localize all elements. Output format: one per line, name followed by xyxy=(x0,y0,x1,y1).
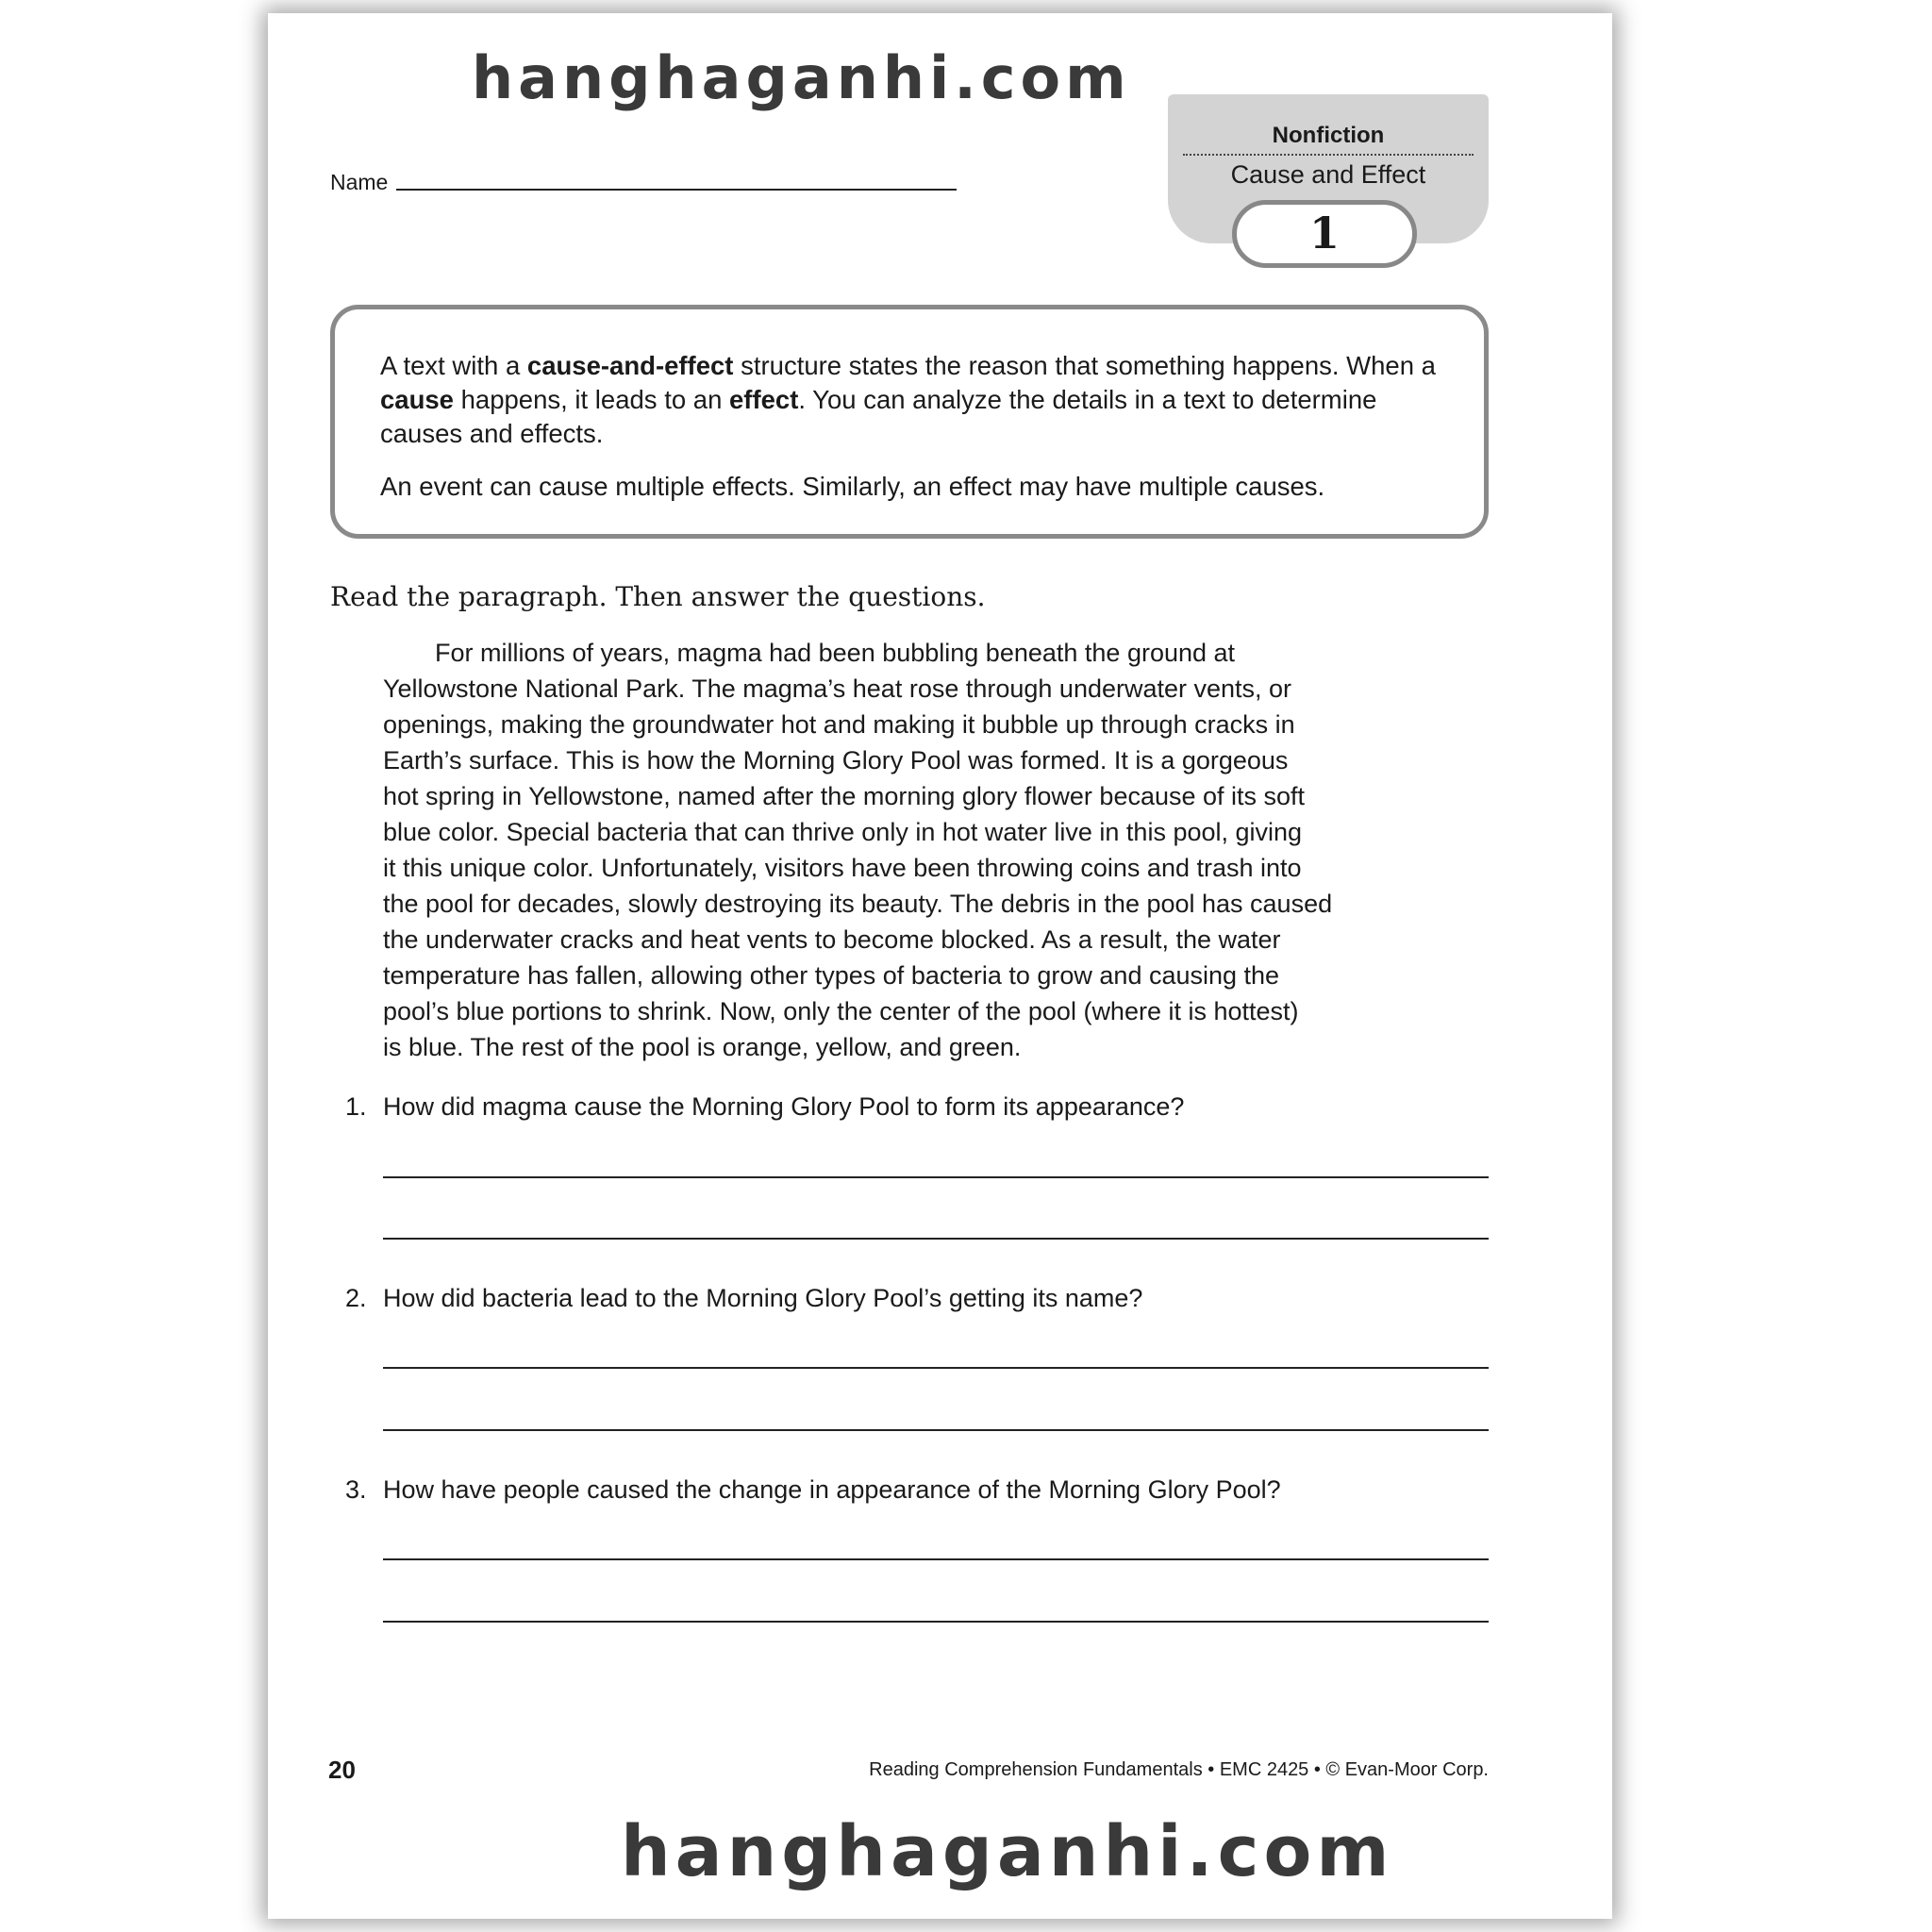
passage-line: temperature has fallen, allowing other types of bacteria to grow and causing the xyxy=(383,961,1280,990)
question-text: How did magma cause the Morning Glory Pool to form its appearance? xyxy=(383,1092,1185,1121)
answer-line-1a[interactable] xyxy=(383,1176,1489,1178)
definition-text xyxy=(380,349,1465,504)
term-cause: cause xyxy=(380,385,454,414)
answer-line-3a[interactable] xyxy=(383,1558,1489,1560)
question-number: 1. xyxy=(345,1092,367,1121)
footer-credit: Reading Comprehension Fundamentals • EMC 2425 • © Evan-Moor Corp. xyxy=(869,1759,1489,1780)
name-line xyxy=(396,189,957,191)
definition-paragraph-1: A text with a cause-and-effect structure states the reason that something happens. When a cause happens, it leads to an effect. You can analyze the details in a text to determine causes and effects. xyxy=(380,351,1436,448)
passage-line: the pool for decades, slowly destroying its beauty. The debris in the pool has caused xyxy=(383,890,1333,918)
category-label: Nonfiction xyxy=(1272,123,1385,148)
answer-line-1b[interactable] xyxy=(383,1238,1489,1240)
watermark-bottom: hanghaganhi.com xyxy=(621,1811,1394,1892)
term-effect: effect xyxy=(729,385,799,414)
page-number: 20 xyxy=(328,1756,356,1784)
answer-line-3b[interactable] xyxy=(383,1621,1489,1623)
passage-line: openings, making the groundwater hot and making it bubble up through cracks in xyxy=(383,710,1295,739)
question-text: How did bacteria lead to the Morning Glory Pool’s getting its name? xyxy=(383,1284,1143,1312)
definition-paragraph-2: An event can cause multiple effects. Similarly, an effect may have multiple causes. xyxy=(380,472,1325,501)
dotted-divider xyxy=(1183,154,1474,156)
watermark-top: hanghaganhi.com xyxy=(472,43,1131,112)
passage-line: For millions of years, magma had been bubbling beneath the ground at xyxy=(435,639,1236,667)
passage-line: pool’s blue portions to shrink. Now, only the center of the pool (where it is hottest) xyxy=(383,997,1299,1025)
passage-line: Earth’s surface. This is how the Morning Glory Pool was formed. It is a gorgeous xyxy=(383,746,1289,774)
passage xyxy=(383,635,1430,1065)
question-text: How have people caused the change in appearance of the Morning Glory Pool? xyxy=(383,1475,1281,1504)
passage-line: is blue. The rest of the pool is orange, yellow, and green. xyxy=(383,1033,1022,1061)
passage-line: blue color. Special bacteria that can thrive only in hot water live in this pool, giving xyxy=(383,818,1303,846)
passage-line: Yellowstone National Park. The magma’s heat rose through underwater vents, or xyxy=(383,675,1292,703)
question-number: 2. xyxy=(345,1284,367,1312)
question-number: 3. xyxy=(345,1475,367,1504)
name-label: Name xyxy=(330,170,389,194)
answer-line-2b[interactable] xyxy=(383,1429,1489,1431)
passage-line: it this unique color. Unfortunately, visitors have been throwing coins and trash into xyxy=(383,854,1302,882)
passage-line: hot spring in Yellowstone, named after the morning glory flower because of its soft xyxy=(383,782,1306,810)
term-cause-and-effect: cause-and-effect xyxy=(526,351,734,380)
answer-line-2a[interactable] xyxy=(383,1367,1489,1369)
skill-label: Cause and Effect xyxy=(1230,160,1426,189)
unit-number-badge: 1 xyxy=(1232,200,1417,268)
instruction: Read the paragraph. Then answer the questions. xyxy=(330,581,986,612)
passage-line: the underwater cracks and heat vents to become blocked. As a result, the water xyxy=(383,925,1281,954)
definition-box xyxy=(330,305,1489,539)
